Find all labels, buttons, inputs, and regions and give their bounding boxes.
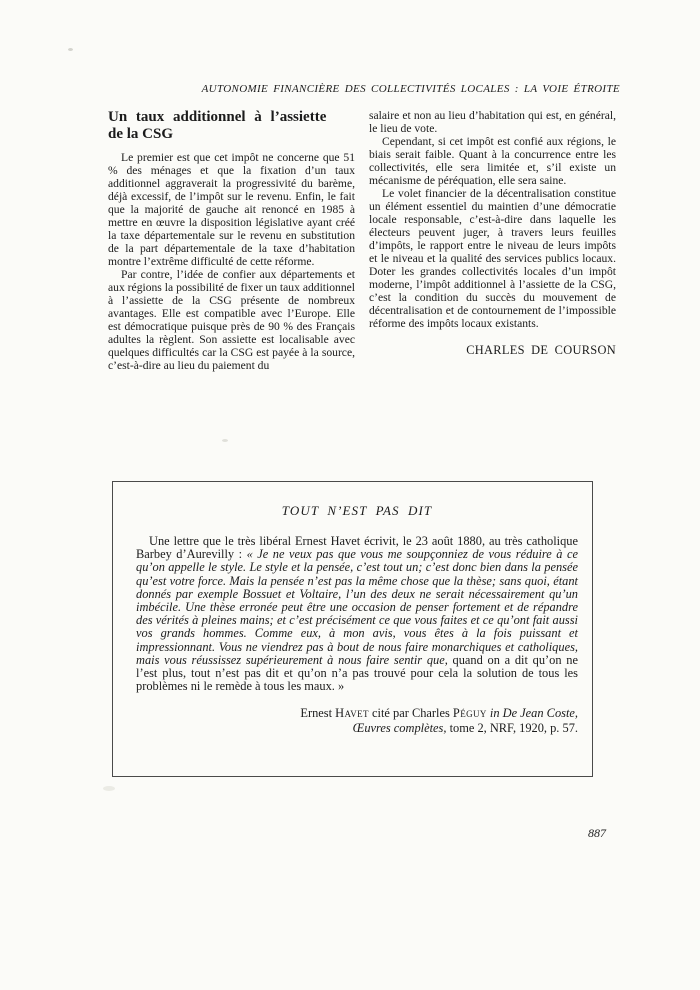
paragraph: Le volet financier de la décentralisation constitue un élément essentiel du maintien d’une démocratie locale responsable, c’est-à-dire dans laquelle les électeurs peuvent juger, à travers leurs feuilles d’impôts, le rapport entre le niveau de leurs impôts et le niveau et la qualité des services publics locaux. Doter les grandes collectivités locales d’un impôt moderne, l’impôt additionnel à l’assiette de la CSG, c’est la condition du succès du mouvement de décentralisation et de contournement de l’impossible réforme des impôts locaux existants.: [369, 187, 616, 330]
running-head: AUTONOMIE FINANCIÈRE DES COLLECTIVITÉS LOCALES : LA VOIE ÉTROITE: [201, 83, 620, 95]
attribution-mid: cité par Charles: [368, 706, 453, 721]
section-heading: [108, 109, 355, 143]
attribution-work-title: De Jean Coste,: [502, 706, 578, 721]
quote-attribution: [136, 706, 578, 734]
author-signature: CHARLES DE COURSON: [466, 343, 616, 357]
scan-artifact: [68, 48, 73, 51]
attribution-work-title-2: Œuvres complètes,: [352, 720, 447, 735]
paragraph-continuation: salaire et non au lieu d’habitation qui est, en général, le lieu de vote.: [369, 109, 616, 135]
paragraph: Le premier est que cet impôt ne concerne que 51 % des ménages et que la fixation d’un taux additionnel aggraverait la progressivité du barème, déjà excessif, de l’impôt sur le revenu. Enfin, le fait que la majorité de gauche ait renoncé en 1985 à mettre en œuvre la disposition législative ayant créé la taxe départementale sur le revenu en substitution de la part départementale de la taxe d’habitation montre l’extrême difficulté de cette réforme.: [108, 151, 355, 268]
left-column: [108, 109, 355, 372]
paragraph: Par contre, l’idée de confier aux départements et aux régions la possibilité de fixer un taux additionnel à l’assiette de la CSG présente de nombreux avantages. Elle est compatible avec l’Europe. Elle est démocratique puisque près de 90 % des Français adultes la règlent. Son assiette est localisable avec quelques difficultés car la CSG est payée à la source, c’est-à-dire au lieu du paiement du: [108, 268, 355, 372]
scan-artifact: [222, 439, 228, 442]
boxed-quote: [112, 481, 593, 777]
attribution-line-2: [136, 721, 578, 735]
article-body: [108, 109, 616, 372]
attribution-reference: tome 2, NRF, 1920, p. 57.: [446, 720, 578, 735]
attribution-citer: Péguy: [452, 706, 487, 721]
right-column: [369, 109, 616, 372]
attribution-in: in: [486, 706, 503, 721]
quote-italic-text: « Je ne veux pas que vous me soupçonniez de vous réduire à ce qu’on appelle le style. Le style et la pensée, c’est tout un; c’est donc bien dans la pensée qu’est votre force. Mais la pensée n’est pas la même chose que la thèse; sans quoi, étant donnés par exemple Bossuet et Voltaire, l’un des deux ne serait nécessairement qu’un imbécile. Une thèse erronée peut être une occasion de penser fortement et de répandre des vérités à pleines mains; et c’est précisément ce que vous faites et ce qu’ont fait aussi vos grands hommes. Comme eux, à mon avis, vous êtes à la fois puissant et impressionnant. Vous ne viendrez pas à bout de nous faire monarchiques et catholiques, mais vous réussissez supérieurement à nous faire sentir que,: [136, 547, 578, 667]
boxed-quote-paragraph: [136, 535, 578, 693]
attribution-pre: Ernest: [300, 706, 336, 721]
quote-intro: Une lettre que le très libéral Ernest Havet écrivit, le 23 août 1880, au très catholique Barbey d’Aurevilly :: [136, 534, 578, 562]
section-heading-line2: de la CSG: [108, 126, 174, 142]
paragraph: Cependant, si cet impôt est confié aux régions, le biais serait faible. Quant à la concurrence entre les collectivités, elle sera limitée et, s’il existe un mécanisme de péréquation, elle sera saine.: [369, 135, 616, 187]
quote-outro: quand on a dit qu’on ne l’est plus, tout n’est pas dit et qu’on n’a pas trouvé pour cela la solution de tous les problèmes ni le remède à tous les maux. »: [136, 652, 578, 694]
scan-artifact: [103, 786, 115, 791]
section-heading-line1: Un taux additionnel à l’assiette: [108, 109, 327, 125]
page-number: 887: [588, 826, 606, 840]
attribution-line-1: [136, 706, 578, 720]
attribution-author: Havet: [335, 706, 369, 721]
boxed-quote-title: TOUT N’EST PAS DIT: [281, 503, 433, 518]
